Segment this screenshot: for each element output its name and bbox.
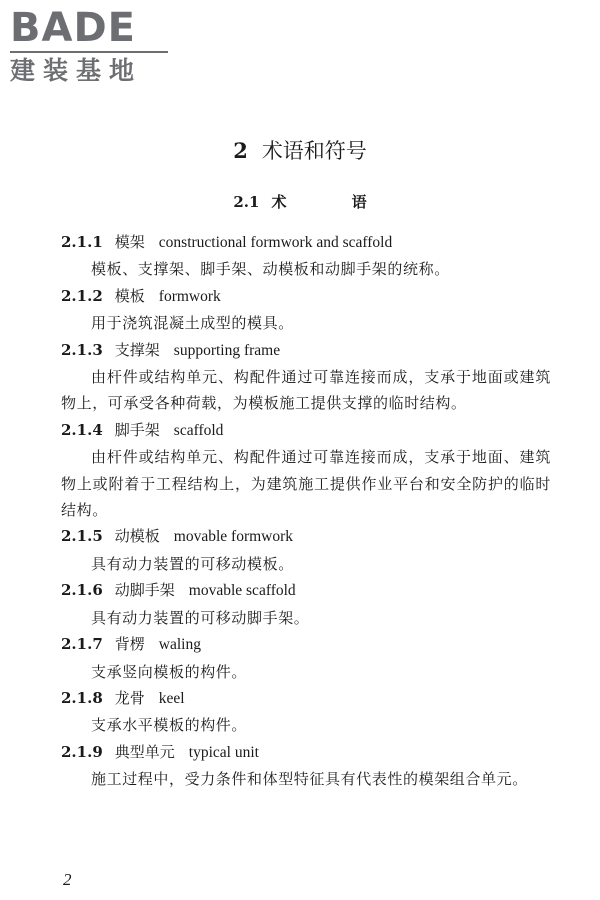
term-chinese: 模架: [114, 233, 145, 251]
term-number: 2.1.4: [61, 420, 103, 439]
term-english: movable scaffold: [188, 582, 296, 600]
term-heading: [61, 577, 551, 604]
term-heading: [61, 685, 551, 712]
term-heading: [61, 631, 551, 658]
term-number: 2.1.8: [61, 688, 103, 707]
term-definition: 由杆件或结构单元、构配件通过可靠连接而成，支承于地面、建筑物上或附着于工程结构上，为建筑施工提供作业平台和安全防护的临时结构。: [61, 448, 551, 520]
term-entry: [61, 631, 551, 685]
term-heading: [61, 523, 551, 550]
chapter-number: 2: [233, 138, 248, 163]
term-definition: 支承水平模板的构件。: [91, 716, 248, 735]
term-entry: [61, 523, 551, 577]
term-entry: [61, 739, 551, 793]
term-definition: 施工过程中，受力条件和体型特征具有代表性的模架组合单元。: [91, 770, 528, 789]
term-number: 2.1.5: [61, 527, 103, 546]
term-definition: 模板、支撑架、脚手架、动模板和动脚手架的统称。: [91, 260, 450, 279]
term-number: 2.1.9: [61, 742, 103, 761]
term-english: movable formwork: [173, 528, 294, 546]
term-number: 2.1.1: [61, 233, 103, 251]
term-chinese: 龙骨: [114, 688, 145, 707]
logo-divider: [10, 51, 168, 53]
term-chinese: 模板: [114, 286, 145, 305]
logo-word: BADE: [10, 5, 136, 51]
term-english: scaffold: [173, 421, 224, 439]
term-chinese: 支撑架: [114, 340, 160, 359]
term-chinese: 动模板: [114, 527, 160, 546]
term-entry: [61, 685, 551, 739]
term-entry: [61, 337, 551, 417]
term-definition: 具有动力装置的可移动模板。: [91, 554, 294, 573]
bade-logo: [10, 6, 185, 86]
term-entry: [61, 577, 551, 631]
term-definition: 由杆件或结构单元、构配件通过可靠连接而成，支承于地面或建筑物上，可承受各种荷载，为模板施工提供支撑的临时结构。: [61, 368, 551, 413]
term-english: typical unit: [188, 743, 259, 761]
term-english: constructional formwork and scaffold: [158, 234, 393, 251]
term-heading: [61, 337, 551, 364]
term-entry: [61, 283, 551, 337]
term-entry: [61, 229, 551, 283]
term-chinese: 脚手架: [114, 420, 160, 439]
term-heading: [61, 739, 551, 766]
term-chinese: 典型单元: [114, 742, 175, 761]
term-english: waling: [158, 636, 201, 654]
logo-subtitle: 建装基地: [10, 56, 143, 85]
term-chinese: 动脚手架: [114, 581, 175, 600]
term-number: 2.1.7: [61, 635, 103, 654]
chapter-heading: [0, 136, 600, 166]
term-english: formwork: [158, 287, 221, 305]
section-number: 2.1: [233, 193, 260, 211]
term-number: 2.1.3: [61, 340, 103, 359]
term-english: keel: [158, 689, 185, 707]
term-heading: [61, 283, 551, 310]
term-list: [61, 229, 551, 793]
section-title: 术 语: [271, 193, 397, 211]
term-english: supporting frame: [173, 341, 281, 359]
page-number: 2: [63, 870, 72, 889]
term-chinese: 背楞: [114, 635, 145, 654]
term-definition: 用于浇筑混凝土成型的模具。: [91, 314, 294, 333]
term-heading: [61, 417, 551, 444]
section-heading: [0, 191, 600, 213]
term-definition: 具有动力装置的可移动脚手架。: [91, 608, 310, 627]
term-entry: [61, 417, 551, 524]
term-heading: [61, 229, 551, 256]
term-number: 2.1.2: [61, 286, 103, 305]
term-number: 2.1.6: [61, 581, 103, 600]
chapter-title: 术语和符号: [261, 139, 367, 163]
term-definition: 支承竖向模板的构件。: [91, 662, 248, 681]
